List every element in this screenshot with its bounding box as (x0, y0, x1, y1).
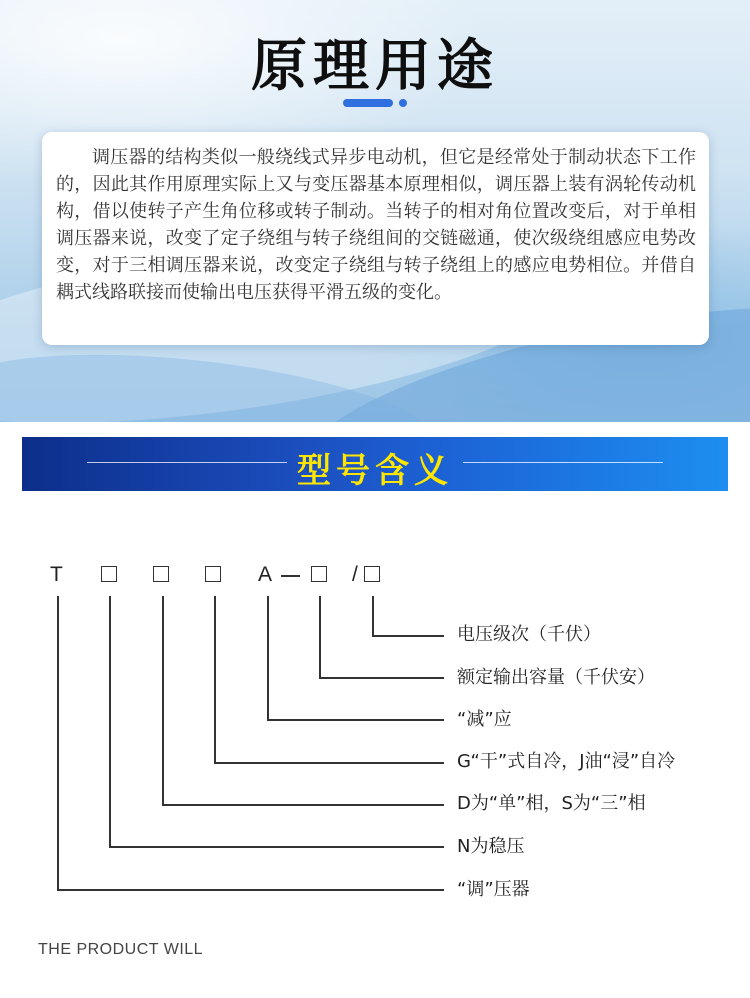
code-box (364, 566, 380, 582)
footer-caption: THE PRODUCT WILL (38, 941, 204, 958)
desc-regulator: “调”压器 (457, 879, 530, 900)
model-banner (22, 437, 728, 491)
leader-line-phase (162, 804, 444, 806)
desc-stabilizer: N为稳压 (457, 836, 525, 857)
leader-line-cooling (214, 596, 216, 763)
leader-line-voltage (372, 596, 374, 636)
desc-phase-count: D为“单”相，S为“三”相 (457, 793, 646, 814)
leader-line-capacity (319, 596, 321, 678)
leader-line-reactor (267, 596, 269, 720)
leader-line-reactor (267, 719, 444, 721)
principle-section (0, 0, 750, 422)
leader-line-cooling (214, 762, 444, 764)
desc-reactor: “减”应 (457, 709, 512, 730)
code-slash: / (352, 563, 358, 586)
principle-card (42, 132, 709, 345)
principle-paragraph: 调压器的结构类似一般绕线式异步电动机，但它是经常处于制动状态下工作的，因此其作用原理实际上又与变压器基本原理相似，调压器上装有涡轮传动机构，借以使转子产生角位移或转子制动。当转子的相对角位置改变后，对于单相调压器来说，改变了定子绕组与转子绕组间的交链磁通，使次级绕组感应电势改变，对于三相调压器来说，改变定子绕组与转子绕组上的感应电势相位。并借自耦式线路联接而使输出电压获得平滑五级的变化。 (56, 147, 696, 303)
leader-line-stabilizer (109, 846, 444, 848)
leader-line-phase (162, 596, 164, 805)
title-underline-bar (343, 99, 393, 107)
code-box (101, 566, 117, 582)
code-letter-a: A (258, 563, 273, 586)
title-underline-dot (399, 99, 407, 107)
code-dash (281, 575, 300, 577)
principle-title: 原理用途 (251, 34, 499, 99)
leader-line-voltage (372, 635, 444, 637)
leader-line-regulator (57, 596, 59, 890)
code-box (205, 566, 221, 582)
leader-line-capacity (319, 677, 444, 679)
code-box (153, 566, 169, 582)
code-box (311, 566, 327, 582)
desc-cooling-type: G“干”式自冷，J油“浸”自冷 (457, 751, 676, 772)
code-prefix: T (50, 563, 63, 586)
leader-line-stabilizer (109, 596, 111, 847)
desc-voltage-level: 电压级次（千伏） (457, 624, 601, 645)
leader-line-regulator (57, 889, 444, 891)
desc-rated-capacity: 额定输出容量（千伏安） (457, 667, 655, 688)
model-title: 型号含义 (297, 451, 453, 491)
